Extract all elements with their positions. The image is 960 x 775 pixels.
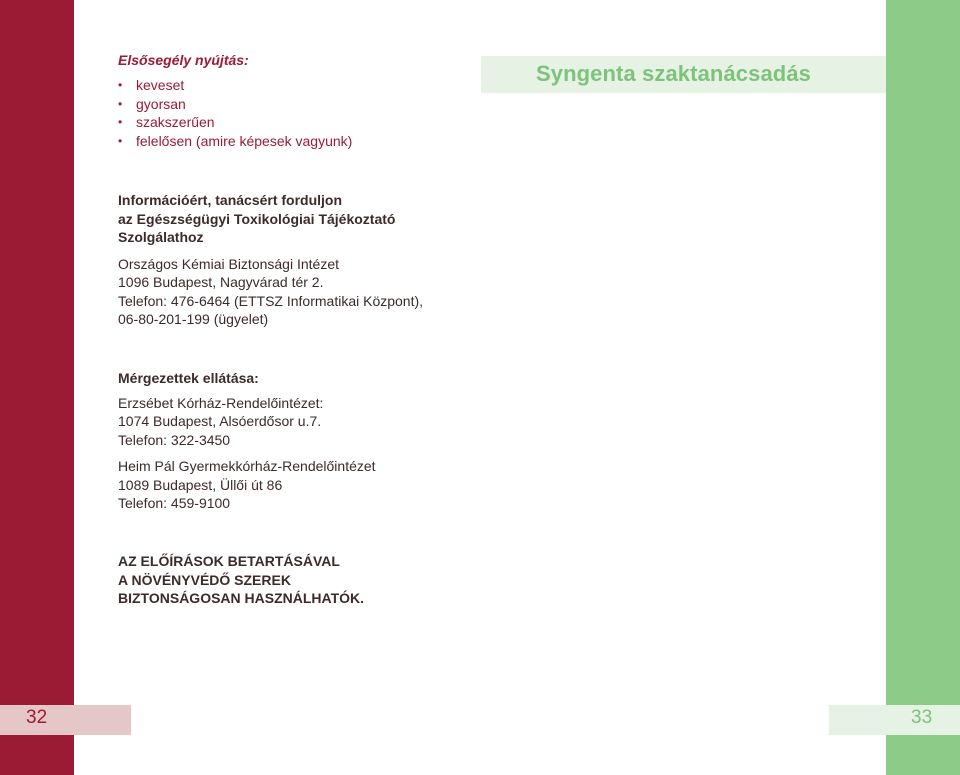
- page-number-right-badge: [829, 705, 960, 735]
- list-item: • gyorsan: [118, 95, 468, 114]
- first-aid-list: [118, 76, 468, 150]
- header-title: Syngenta szaktanácsadás: [536, 61, 811, 86]
- closing-line: BIZTONSÁGOSAN HASZNÁLHATÓK.: [118, 590, 365, 606]
- info-body-line: 1096 Budapest, Nagyvárad tér 2.: [118, 274, 324, 290]
- info-section: [118, 191, 498, 329]
- list-item: • szakszerűen: [118, 113, 468, 132]
- closing-line: AZ ELŐÍRÁSOK BETARTÁSÁVAL: [118, 553, 340, 569]
- poison-heading: Mérgezettek ellátása:: [118, 370, 259, 386]
- hospital2-line: 1089 Budapest, Üllői út 86: [118, 476, 283, 493]
- right-color-bar: [886, 0, 960, 775]
- closing-line: A NÖVÉNYVÉDŐ SZEREK: [118, 571, 291, 588]
- info-heading-line: az Egészségügyi Toxikológiai Tájékoztató: [118, 210, 396, 227]
- info-heading-line: Szolgálathoz: [118, 229, 204, 245]
- info-heading-line: Információért, tanácsért forduljon: [118, 192, 343, 208]
- page-number-left: 32: [26, 707, 48, 728]
- hospital1-line: Telefon: 322-3450: [118, 431, 231, 448]
- first-aid-heading: Elsősegély nyújtás:: [118, 52, 249, 68]
- hospital2-line: Heim Pál Gyermekkórház-Rendelőintézet: [118, 458, 376, 474]
- page-number-right: 33: [911, 707, 933, 728]
- first-aid-section: [118, 52, 468, 150]
- info-body-line: Telefon: 476-6464 (ETTSZ Informatikai Központ),: [118, 292, 424, 309]
- closing-section: [118, 552, 498, 608]
- list-item: • keveset: [118, 76, 468, 95]
- hospital1-line: Erzsébet Kórház-Rendelőintézet:: [118, 394, 324, 411]
- left-color-bar: [0, 0, 74, 775]
- list-item: • felelősen (amire képesek vagyunk): [118, 132, 468, 151]
- poison-section: [118, 369, 498, 513]
- hospital2-line: Telefon: 459-9100: [118, 495, 231, 511]
- hospital1-line: 1074 Budapest, Alsóerdősor u.7.: [118, 413, 322, 429]
- info-body-line: 06-80-201-199 (ügyelet): [118, 311, 269, 327]
- info-body-line: Országos Kémiai Biztonsági Intézet: [118, 255, 339, 272]
- page-number-left-badge: [0, 705, 131, 735]
